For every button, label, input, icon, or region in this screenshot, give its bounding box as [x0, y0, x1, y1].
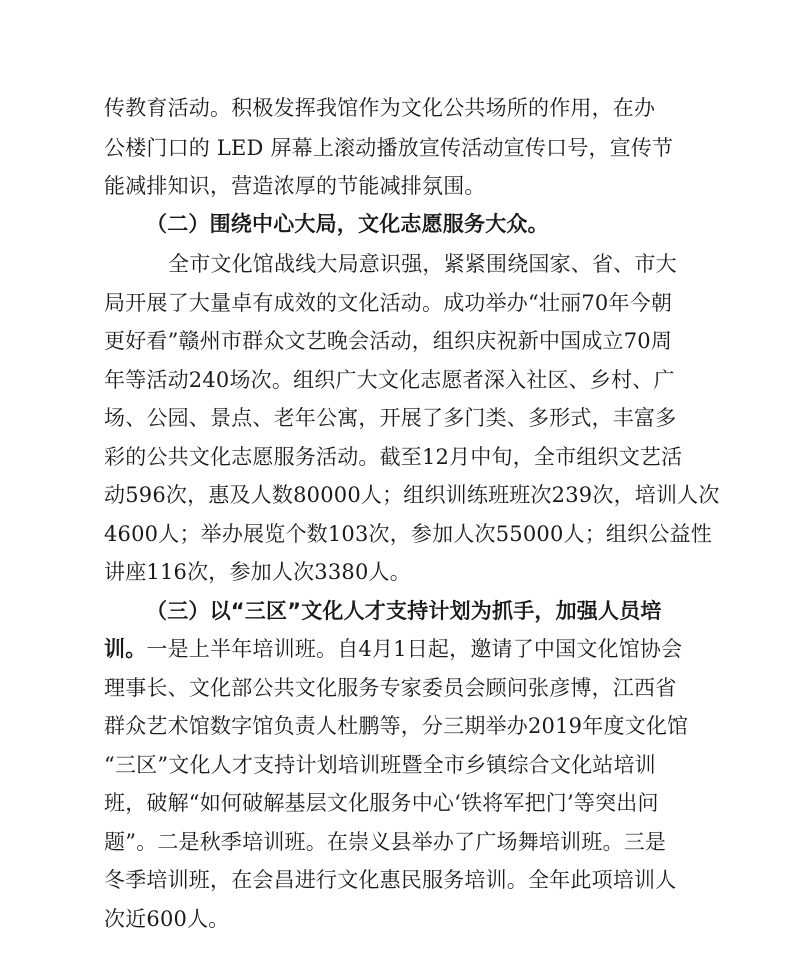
paragraph-line: 题”。二是秋季培训班。在崇义县举办了广场舞培训班。三是	[104, 830, 667, 854]
paragraph-line: 动596次，惠及人数80000人；组织训练班班次239次，培训人次	[104, 483, 720, 507]
paragraph-line: 全市文化馆战线大局意识强，紧紧围绕国家、省、市大	[168, 252, 677, 276]
section-heading-3-tail: 训。	[104, 637, 147, 661]
paragraph-line: 群众艺术馆数字馆负责人杜鹏等，分三期举办2019年度文化馆	[104, 714, 689, 738]
paragraph-line: 次近600人。	[104, 907, 230, 931]
paragraph-line: 班，破解“如何破解基层文化服务中心‘铁将军把门’等突出问	[104, 791, 659, 815]
paragraph-line: 冬季培训班，在会昌进行文化惠民服务培训。全年此项培训人	[104, 868, 677, 892]
paragraph-text: 一是上半年培训班。自4月1日起，邀请了中国文化馆协会	[146, 637, 683, 661]
paragraph-line: 场、公园、景点、老年公寓，开展了多门类、多形式，丰富多	[104, 406, 677, 430]
paragraph-line: “三区”文化人才支持计划培训班暨全市乡镇综合文化站培训	[104, 753, 656, 777]
paragraph-line: 局开展了大量卓有成效的文化活动。成功举办“壮丽70年今朝	[104, 291, 673, 315]
paragraph-line: 理事长、文化部公共文化服务专家委员会顾问张彦博，江西省	[104, 676, 677, 700]
paragraph-line: 传教育活动。积极发挥我馆作为文化公共场所的作用，在办	[104, 96, 656, 120]
section-heading-2: （二）围绕中心大局，文化志愿服务大众。	[146, 212, 549, 236]
section-heading-3: （三）以“三区”文化人才支持计划为抓手，加强人员培	[146, 599, 662, 623]
paragraph-line: 讲座116次，参加人次3380人。	[104, 560, 411, 584]
paragraph-line: 更好看”赣州市群众文艺晚会活动，组织庆祝新中国成立70周	[104, 329, 673, 353]
paragraph-line	[104, 637, 682, 661]
paragraph-line: 彩的公共文化志愿服务活动。截至12月中旬，全市组织文艺活	[104, 445, 683, 469]
paragraph-line: 能减排知识，营造浓厚的节能减排氛围。	[104, 174, 486, 198]
paragraph-line: 4600人；举办展览个数103次，参加人次55000人；组织公益性	[104, 522, 712, 546]
paragraph-line: 公楼门口的 LED 屏幕上滚动播放宣传活动宣传口号，宣传节	[104, 136, 674, 160]
paragraph-line: 年等活动240场次。组织广大文化志愿者深入社区、乡村、广	[104, 368, 675, 392]
